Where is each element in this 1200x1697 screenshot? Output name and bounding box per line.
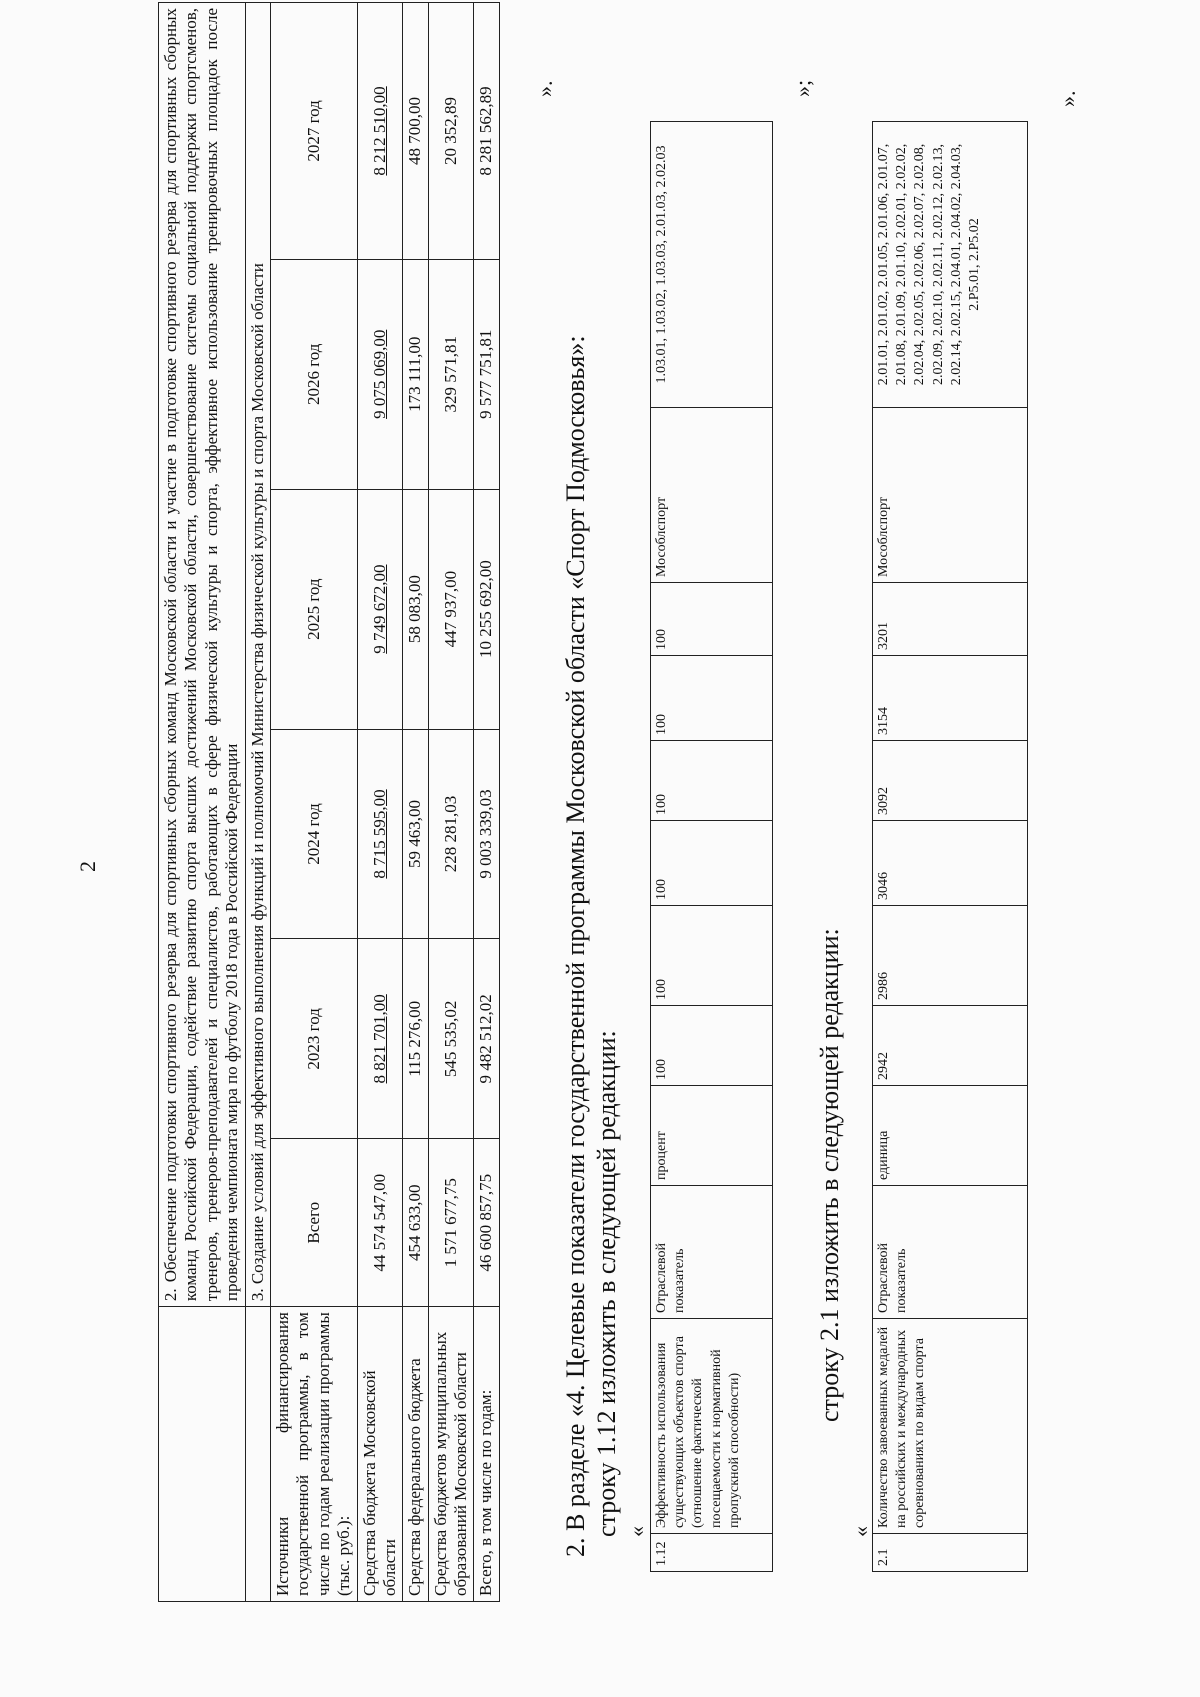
column-header: 2027 год	[270, 3, 357, 260]
indicator-table-1-12	[650, 121, 773, 1572]
table-cell: 545 535,02	[428, 939, 474, 1139]
table-row	[651, 122, 773, 1572]
table-cell: 9 003 339,03	[474, 729, 499, 939]
closing-quote-mark: ».	[532, 80, 557, 97]
table-cell-value: 8 821 701,00	[369, 994, 389, 1084]
opening-quote-mark: «	[624, 1526, 649, 1537]
page-number: 2	[75, 861, 100, 872]
instruction-row-1-12: строку 1.12 изложить в следующей редакции:	[592, 1030, 621, 1537]
table-cell: 454 633,00	[403, 1139, 428, 1307]
table-cell: 58 083,00	[403, 489, 428, 729]
indicator-name: Количество завоеванных медалей на российских и международных соревнованиях по видам спорта	[873, 1319, 1028, 1534]
closing-quote-mark: »;	[790, 79, 815, 97]
table-cell: 100	[651, 906, 773, 1006]
table-cell	[357, 729, 403, 939]
table-cell	[357, 489, 403, 729]
table-cell: 59 463,00	[403, 729, 428, 939]
table-cell: 3092	[873, 741, 1028, 821]
table-row	[428, 3, 474, 1602]
table-cell	[357, 3, 403, 260]
indicator-type: Отраслевой показатель	[873, 1186, 1028, 1319]
unit: процент	[651, 1086, 773, 1186]
table-row	[357, 3, 403, 1602]
table-cell: 44 574 547,00	[357, 1139, 403, 1307]
objective-3-text: 3. Создание условий для эффективного выполнения функций и полномочий Министерства физической культуры и спорта Московской области	[245, 3, 270, 1307]
table-cell	[357, 259, 403, 489]
table-cell-value: 8 212 510,00	[369, 86, 389, 176]
objective-row-3	[245, 3, 270, 1602]
linked-measures: 1.03.01, 1.03.02, 1.03.03, 2.01.03, 2.02.03	[651, 122, 773, 408]
table-cell: 100	[651, 821, 773, 906]
indicator-name: Эффективность использования существующих объектов спорта (отношение фактической посещаемости к нормативной пропускной способности)	[651, 1319, 773, 1534]
instruction-row-2-1: строку 2.1 изложить в следующей редакции:	[815, 928, 844, 1422]
table-cell: 8 281 562,89	[474, 3, 499, 260]
table-cell-value: 9 749 672,00	[369, 564, 389, 654]
responsible-agency: Мособлспорт	[651, 408, 773, 583]
closing-quote-mark: ».	[1055, 90, 1080, 107]
row-label: Средства бюджетов муниципальных образований Московской области	[428, 1307, 474, 1602]
table-cell: 100	[651, 583, 773, 656]
table-row	[403, 3, 428, 1602]
financing-header-label: Источники финансирования государственной программы, в том числе по годам реализации программы (тыс. руб.):	[270, 1307, 357, 1602]
section-heading: 2. В разделе «4. Целевые показатели государственной программы Московской области «Спорт Подмосковья»:	[561, 335, 590, 1557]
objective-2-text: 2. Обеспечение подготовки спортивного резерва для спортивных сборных команд Московской области и участие в подготовке спортивного резерва для спортивных сборных команд Российской Федерации, содействие развитию спорта высших достижений Московской области, совершенствование системы социальной поддержки спортсменов, тренеров, тренеров-преподавателей и специалистов, работающих в сфере физической культуры и спорта, эффективное использование тренировочных площадок после проведения чемпионата мира по футболу 2018 года в Российской Федерации	[159, 3, 246, 1307]
table-cell: 10 255 692,00	[474, 489, 499, 729]
row-label: Средства федерального бюджета	[403, 1307, 428, 1602]
financing-table	[158, 2, 500, 1602]
table-cell: 3154	[873, 656, 1028, 741]
table-cell-value: 8 715 595,00	[369, 789, 389, 879]
table-cell: 9 482 512,02	[474, 939, 499, 1139]
table-cell: 9 577 751,81	[474, 259, 499, 489]
column-header: 2024 год	[270, 729, 357, 939]
column-header: Всего	[270, 1139, 357, 1307]
column-header: 2025 год	[270, 489, 357, 729]
table-cell: 115 276,00	[403, 939, 428, 1139]
table-cell: 447 937,00	[428, 489, 474, 729]
linked-measures: 2.01.01, 2.01.02, 2.01.05, 2.01.06, 2.01.07, 2.01.08, 2.01.09, 2.01.10, 2.02.01, 2.02.02, 2.02.04, 2.02.05, 2.02.06, 2.02.07, 2.02.08, 2.02.09, 2.02.10, 2.02.11, 2.02.12, 2.02.13, 2.02.14, 2.02.15, 2.04.01, 2.04.02, 2.04.03, 2.P5.01, 2.P5.02	[873, 122, 1028, 408]
row-number: 1.12	[651, 1534, 773, 1572]
table-cell: 2942	[873, 1006, 1028, 1086]
row-label: Средства бюджета Московской области	[357, 1307, 403, 1602]
table-cell: 46 600 857,75	[474, 1139, 499, 1307]
table-cell: 228 281,03	[428, 729, 474, 939]
row-number: 2.1	[873, 1534, 1028, 1572]
financing-header-row	[270, 3, 357, 1602]
table-row-total	[474, 3, 499, 1602]
table-cell: 1 571 677,75	[428, 1139, 474, 1307]
table-cell: 20 352,89	[428, 3, 474, 260]
table-cell	[357, 939, 403, 1139]
table-cell: 48 700,00	[403, 3, 428, 260]
table-cell: 2986	[873, 906, 1028, 1006]
column-header: 2026 год	[270, 259, 357, 489]
table-cell-value: 9 075 069,00	[369, 329, 389, 419]
table-cell: 100	[651, 1006, 773, 1086]
objective-row-2	[159, 3, 246, 1602]
table-cell: 3201	[873, 583, 1028, 656]
opening-quote-mark: «	[848, 1526, 873, 1537]
table-row	[873, 122, 1028, 1572]
table-cell: 100	[651, 656, 773, 741]
indicator-type: Отраслевой показатель	[651, 1186, 773, 1319]
table-cell: 100	[651, 741, 773, 821]
table-cell: 329 571,81	[428, 259, 474, 489]
row-label: Всего, в том числе по годам:	[474, 1307, 499, 1602]
indicator-table-2-1	[872, 121, 1028, 1572]
responsible-agency: Мособлспорт	[873, 408, 1028, 583]
unit: единица	[873, 1086, 1028, 1186]
column-header: 2023 год	[270, 939, 357, 1139]
table-cell: 3046	[873, 821, 1028, 906]
table-cell: 173 111,00	[403, 259, 428, 489]
